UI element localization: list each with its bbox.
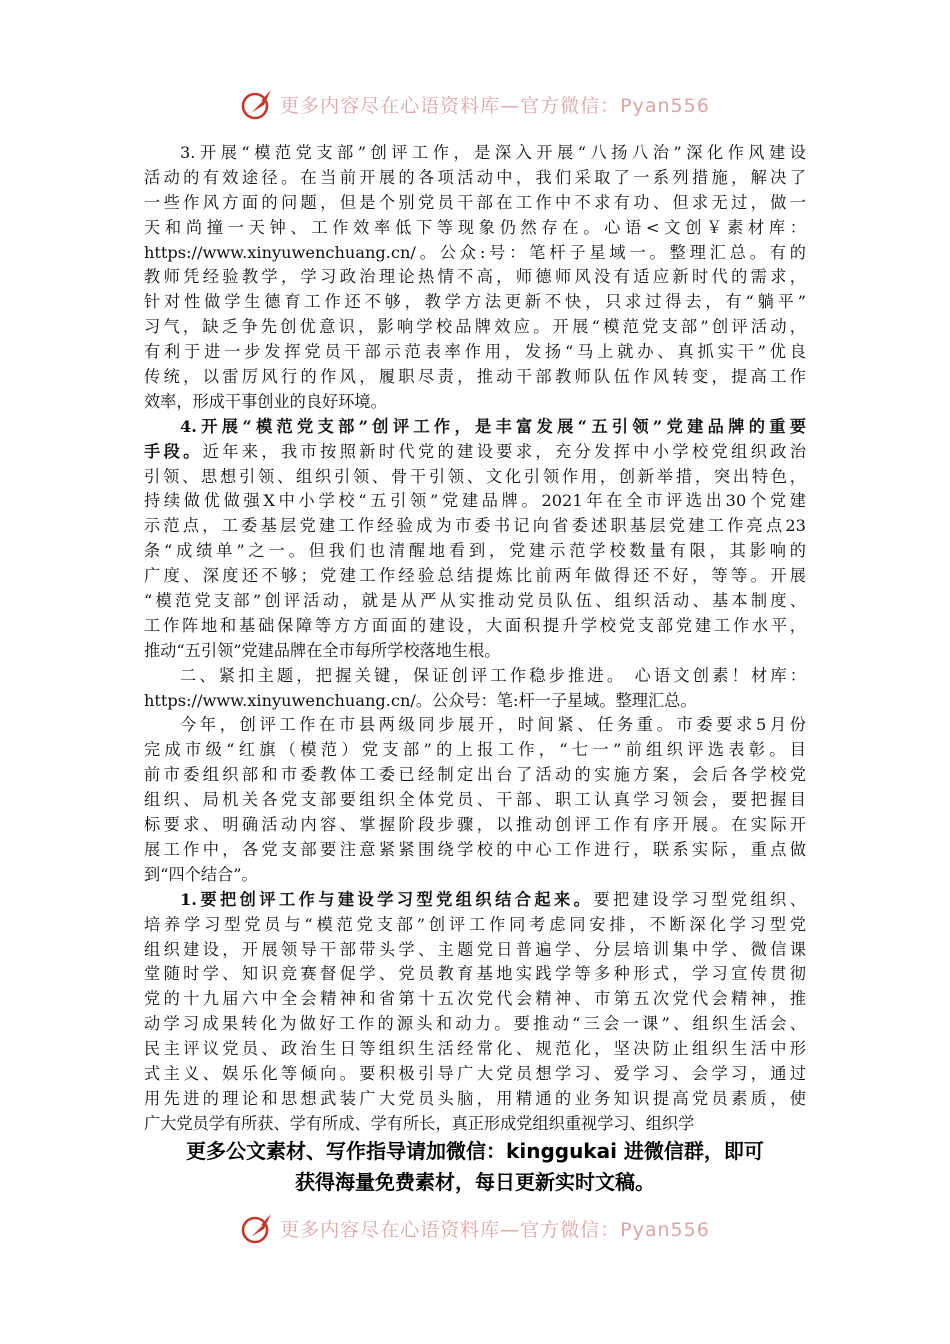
text-segment: 持续做优做强X中小学校“五引领”党建品牌。2021年在全市评选出30个党建 xyxy=(144,491,806,511)
text-segment: 到“四个结合”。 xyxy=(144,864,258,884)
text-line xyxy=(144,241,806,266)
text-segment: 展工作中，各党支部要注意紧紧围绕学校的中心工作进行，联系实际，重点做 xyxy=(144,839,806,859)
text-line xyxy=(144,639,806,664)
banner-text: 更多内容尽在心语资料库—官方微信：Pyan556 xyxy=(280,94,710,117)
text-line xyxy=(144,813,806,838)
text-segment: 有利于进一步发挥党员干部示范表率作用，发扬“马上就办、真抓实干”优良 xyxy=(144,342,806,362)
text-line xyxy=(144,415,806,440)
text-segment: 要把建设学习型党组织、 xyxy=(593,889,806,909)
text-line xyxy=(144,664,806,689)
text-segment: 天和尚撞一天钟、工作效率低下等现象仍然存在。心语<文创￥素材库： xyxy=(144,217,806,237)
text-segment: 近年来，我市按照新时代党的建设要求，充分发挥中小学校党组织政治 xyxy=(202,441,806,461)
text-line xyxy=(144,1112,806,1137)
text-segment: 今年，创评工作在市县两级同步展开，时间紧、任务重。市委要求5月份 xyxy=(180,715,806,735)
text-segment: “模范党支部”创评活动，就是从严从实推动党员队伍、组织活动、基本制度、 xyxy=(144,591,806,611)
bold-text: 4.开展“模范党支部”创评工作，是丰富发展“五引领”党建品牌的重要 xyxy=(180,416,806,436)
text-line xyxy=(144,1012,806,1037)
text-line xyxy=(144,913,806,938)
text-segment: 示范点，工委基层党建工作经验成为市委书记向省委述职基层党建工作亮点23 xyxy=(144,516,806,536)
text-line xyxy=(144,713,806,738)
paragraph xyxy=(144,888,806,1137)
text-line xyxy=(144,614,806,639)
text-line xyxy=(144,390,806,415)
text-segment: 广度、深度还不够；党建工作经验总结提炼比前两年做得还不好，等等。开展 xyxy=(144,566,806,586)
text-segment: 组织建设，开展领导干部带头学、主题党日普遍学、分层培训集中学、微信课 xyxy=(144,939,806,959)
banner-text: 更多内容尽在心语资料库—官方微信：Pyan556 xyxy=(280,1218,710,1241)
text-segment: 堂随时学、知识竞赛督促学、党员教育基地实践学等多种形式，学习宣传贯彻 xyxy=(144,964,806,984)
quill-logo-icon xyxy=(240,87,274,121)
text-line xyxy=(144,465,806,490)
text-line xyxy=(144,265,806,290)
paragraph xyxy=(144,415,806,664)
text-line xyxy=(144,589,806,614)
text-segment: 效率，形成干事创业的良好环境。 xyxy=(144,391,387,411)
text-segment: 活动的有效途径。在当前开展的各项活动中，我们采取了一系列措施，解决了 xyxy=(144,167,806,187)
text-line xyxy=(144,365,806,390)
text-line xyxy=(144,1062,806,1087)
text-segment: 习气，缺乏争先创优意识，影响学校品牌效应。开展“模范党支部”创评活动， xyxy=(144,317,806,337)
text-segment: 教师凭经验教学，学习政治理论热情不高，师德师风没有适应新时代的需求， xyxy=(144,267,806,287)
text-segment: 完成市级“红旗（模范）党支部”的上报工作，“七一”前组织评选表彰。目 xyxy=(144,740,806,760)
footer-banner xyxy=(0,1208,950,1248)
text-segment: https://www.xinyuwenchuang.cn/。公众:号：笔杆子星域一。整理汇总。有的 xyxy=(144,242,806,262)
footer-notice-line-2: 获得海量免费素材，每日更新实时文稿。 xyxy=(295,1170,655,1194)
document-body xyxy=(144,141,806,1137)
text-segment: 引领、思想引领、组织引领、骨干引领、文化引领作用，创新举措，突出特色， xyxy=(144,466,806,486)
text-line xyxy=(144,440,806,465)
text-line xyxy=(144,539,806,564)
bold-text: 1.要把创评工作与建设学习型党组织结合起来。 xyxy=(180,889,594,909)
text-line xyxy=(144,738,806,763)
footer-notice xyxy=(100,1136,850,1198)
text-segment: 3.开展“模范党支部”创评工作，是深入开展“八扬八治”深化作风建设 xyxy=(180,143,806,162)
text-segment: 工作阵地和基础保障等方方面面的建设，大面积提升学校党支部党建工作水平， xyxy=(144,615,806,635)
text-segment: https://www.xinyuwenchuang.cn/。公众号：笔:杆一子星域。整理汇总。 xyxy=(144,690,697,710)
text-line xyxy=(144,962,806,987)
footer-notice-line-1: 更多公文素材、写作指导请加微信：kinggukai 进微信群，即可 xyxy=(186,1139,764,1163)
text-line xyxy=(144,788,806,813)
text-line xyxy=(144,564,806,589)
text-line xyxy=(144,141,806,166)
text-segment: 二、紧扣主题，把握关键，保证创评工作稳步推进。 心语文创素！材库： xyxy=(180,665,806,685)
text-segment: 党的十九届六中全会精神和省第十五次党代会精神、市第五次党代会精神，推 xyxy=(144,989,806,1009)
text-segment: 用先进的理论和思想武装广大党员头脑，用精通的业务知识提高党员素质，使 xyxy=(144,1088,806,1108)
text-segment: 标要求、明确活动内容、掌握阶段步骤，以推动创评工作有序开展。在实际开 xyxy=(144,815,806,835)
quill-logo-icon xyxy=(240,1211,274,1245)
text-line xyxy=(144,1087,806,1112)
text-line xyxy=(144,489,806,514)
text-segment: 一些作风方面的问题，但是个别党员干部在工作中不求有功、但求无过，做一 xyxy=(144,192,806,212)
text-segment: 前市委组织部和市委教体工委已经制定出台了活动的实施方案，会后各学校党 xyxy=(144,765,806,785)
text-line xyxy=(144,987,806,1012)
text-line xyxy=(144,514,806,539)
text-line xyxy=(144,838,806,863)
text-line xyxy=(144,315,806,340)
text-line xyxy=(144,863,806,888)
text-line xyxy=(144,888,806,913)
text-line xyxy=(144,689,806,714)
text-segment: 式主义、娱乐化等倾向。要积极引导广大党员想学习、爱学习、会学习，通过 xyxy=(144,1063,806,1083)
paragraph xyxy=(144,141,806,415)
paragraph xyxy=(144,664,806,714)
text-segment: 针对性做学生德育工作还不够，教学方法更新不快，只求过得去，有“躺平” xyxy=(144,292,806,312)
text-segment: 组织、局机关各党支部要组织全体党员、干部、职工认真学习领会，要把握目 xyxy=(144,790,806,810)
paragraph xyxy=(144,713,806,887)
text-segment: 传统，以雷厉风行的作风，履职尽责，推动干部教师队伍作风转变，提高工作 xyxy=(144,367,806,387)
text-segment: 广大党员学有所获、学有所成、学有所长，真正形成党组织重视学习、组织学 xyxy=(144,1113,695,1133)
header-banner xyxy=(0,84,950,124)
text-line xyxy=(144,216,806,241)
text-line xyxy=(144,763,806,788)
text-segment: 民主评议党员、政治生日等组织生活经常化、规范化，坚决防止组织生活中形 xyxy=(144,1039,806,1059)
text-segment: 推动“五引领”党建品牌在全市每所学校落地生根。 xyxy=(144,640,501,660)
bold-text: 手段。 xyxy=(144,441,203,461)
text-line xyxy=(144,1037,806,1062)
text-line xyxy=(144,191,806,216)
text-line xyxy=(144,166,806,191)
text-segment: 条“成绩单”之一。但我们也清醒地看到，党建示范学校数量有限，其影响的 xyxy=(144,541,806,561)
text-line xyxy=(144,340,806,365)
text-segment: 培养学习型党员与“模范党支部”创评工作同考虑同安排，不断深化学习型党 xyxy=(144,914,806,934)
text-segment: 动学习成果转化为做好工作的源头和动力。要推动“三会一课”、组织生活会、 xyxy=(144,1014,806,1034)
text-line xyxy=(144,290,806,315)
text-line xyxy=(144,938,806,963)
